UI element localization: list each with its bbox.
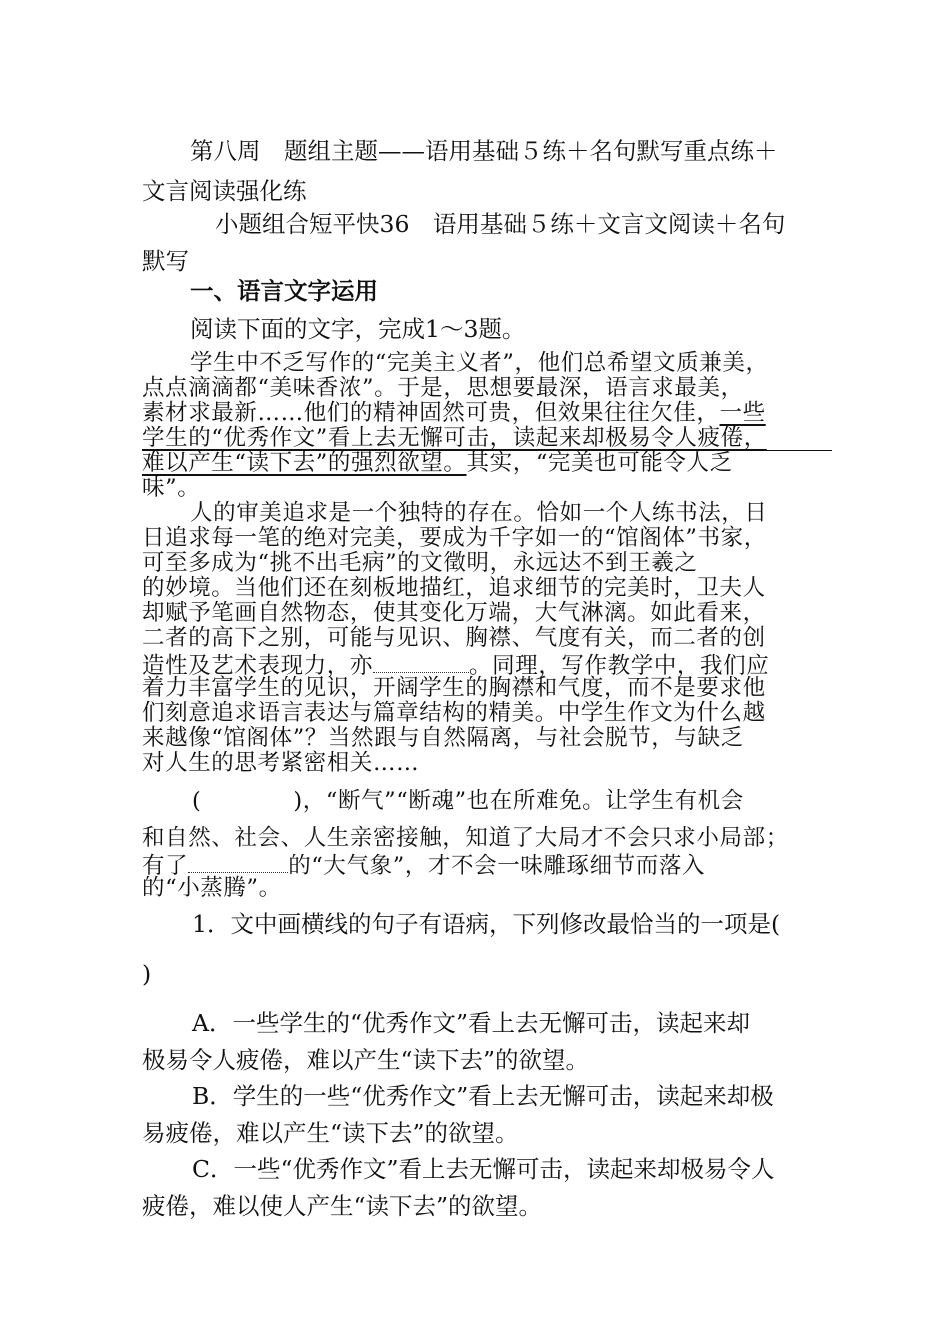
fill-blank-2 [188,852,288,873]
option-c-line-1: C．一些“优秀作文”看上去无懈可击，读起来却极易令人 [192,1155,775,1183]
passage-p1-line-1: 学生中不乏写作的“完美主义者”，他们总希望文质兼美， [190,350,769,376]
question-1-stem-close: ) [142,960,152,988]
option-b-line-2: 易疲倦，难以产生“读下去”的欲望。 [142,1119,519,1147]
passage-p2-line-7 [142,652,769,678]
fill-blank-1 [373,652,469,673]
question-1-stem: 1．文中画横线的句子有语病，下列修改最恰当的一项是( [192,910,781,938]
option-a-line-1: A．一些学生的“优秀作文”看上去无懈可击，读起来却 [192,1009,750,1037]
passage-p1-line-5 [142,452,733,475]
passage-p2-line-8: 着力丰富学生的见识，开阔学生的胸襟和气度，而不是要求他 [142,675,766,701]
fill-paren-open: ( [192,788,202,814]
passage-p3-line-3 [142,852,705,878]
underlined-sentence-end: 难以产生“读下去”的强烈欲望。 [142,450,467,476]
passage-p3-line-1 [192,790,744,813]
passage-p2-line-7-start: 造性及艺术表现力，亦 [142,653,374,679]
passage-p1-line-2: 点点滴滴都“美味香浓”。于是，思想要最深，语言求最美， [142,375,744,401]
section-instruction: 阅读下面的文字，完成1～3题。 [190,315,526,343]
subtitle-line-1: 小题组合短平快36 语用基础５练＋文言文阅读＋名句 [215,210,786,238]
passage-p2-line-10: 来越像“馆阁体”？当然跟与自然隔离，与社会脱节，与缺乏 [142,725,744,751]
passage-p2-line-4: 的妙境。当他们还在刻板地描红，追求细节的完美时，卫夫人 [142,575,766,601]
passage-p3-line-2: 和自然、社会、人生亲密接触，知道了大局才不会只求小局部； [142,825,789,851]
passage-p2-line-3: 可至多成为“挑不出毛病”的文徵明，永远达不到王羲之 [142,550,698,576]
passage-p3-line-4: 的“小蒸腾”。 [142,875,282,901]
subtitle-line-2: 默写 [142,247,189,275]
passage-p2-line-11: 对人生的思考紧密相关…… [142,750,420,776]
option-b-line-1: B．学生的一些“优秀作文”看上去无懈可击，读起来却极 [192,1082,774,1110]
passage-p1-line-3 [142,402,766,425]
title-line-2: 文言阅读强化练 [142,177,307,205]
underlined-sentence-middle: 学生的“优秀作文”看上去无懈可击，读起来却极易令人疲倦， [142,425,767,451]
passage-p2-line-9: 们刻意追求语言表达与篇章结构的精美。中学生作文为什么越 [142,700,766,726]
passage-p1-line-6: 味”。 [142,475,201,501]
title-line-1: 第八周 题组主题——语用基础５练＋名句默写重点练＋ [190,137,778,165]
passage-p1-line-5-plain: 其实，“完美也可能令人乏 [466,450,733,476]
passage-p1-line-3-plain: 素材求最新……他们的精神固然可贵，但效果往往欠佳， [142,400,720,426]
passage-p2-line-6: 二者的高下之别，可能与见识、胸襟、气度有关，而二者的创 [142,625,766,651]
passage-p3-line-3-start: 有了 [142,853,189,879]
underlined-sentence-start: 一些 [719,400,766,426]
passage-p2-line-2: 日追求每一笔的绝对完美，要成为千字如一的“馆阁体”书家， [142,525,767,551]
option-c-line-2: 疲倦，难以使人产生“读下去”的欲望。 [142,1192,543,1220]
passage-p2-line-5: 却赋予笔画自然物态，使其变化万端，大气淋漓。如此看来， [142,600,766,626]
option-a-line-2: 极易令人疲倦，难以产生“读下去”的欲望。 [142,1046,590,1074]
passage-p2-line-7-end: 。同理，写作教学中，我们应 [469,653,770,679]
passage-p3-line-3-end: 的“大气象”，才不会一味雕琢细节而落入 [288,853,706,879]
passage-p3-line-1-end: )，“断气”“断魂”也在所难免。让学生有机会 [293,788,744,814]
section-heading: 一、语言文字运用 [190,277,378,305]
passage-p2-line-1: 人的审美追求是一个独特的存在。恰如一个人练书法，日 [190,500,768,526]
